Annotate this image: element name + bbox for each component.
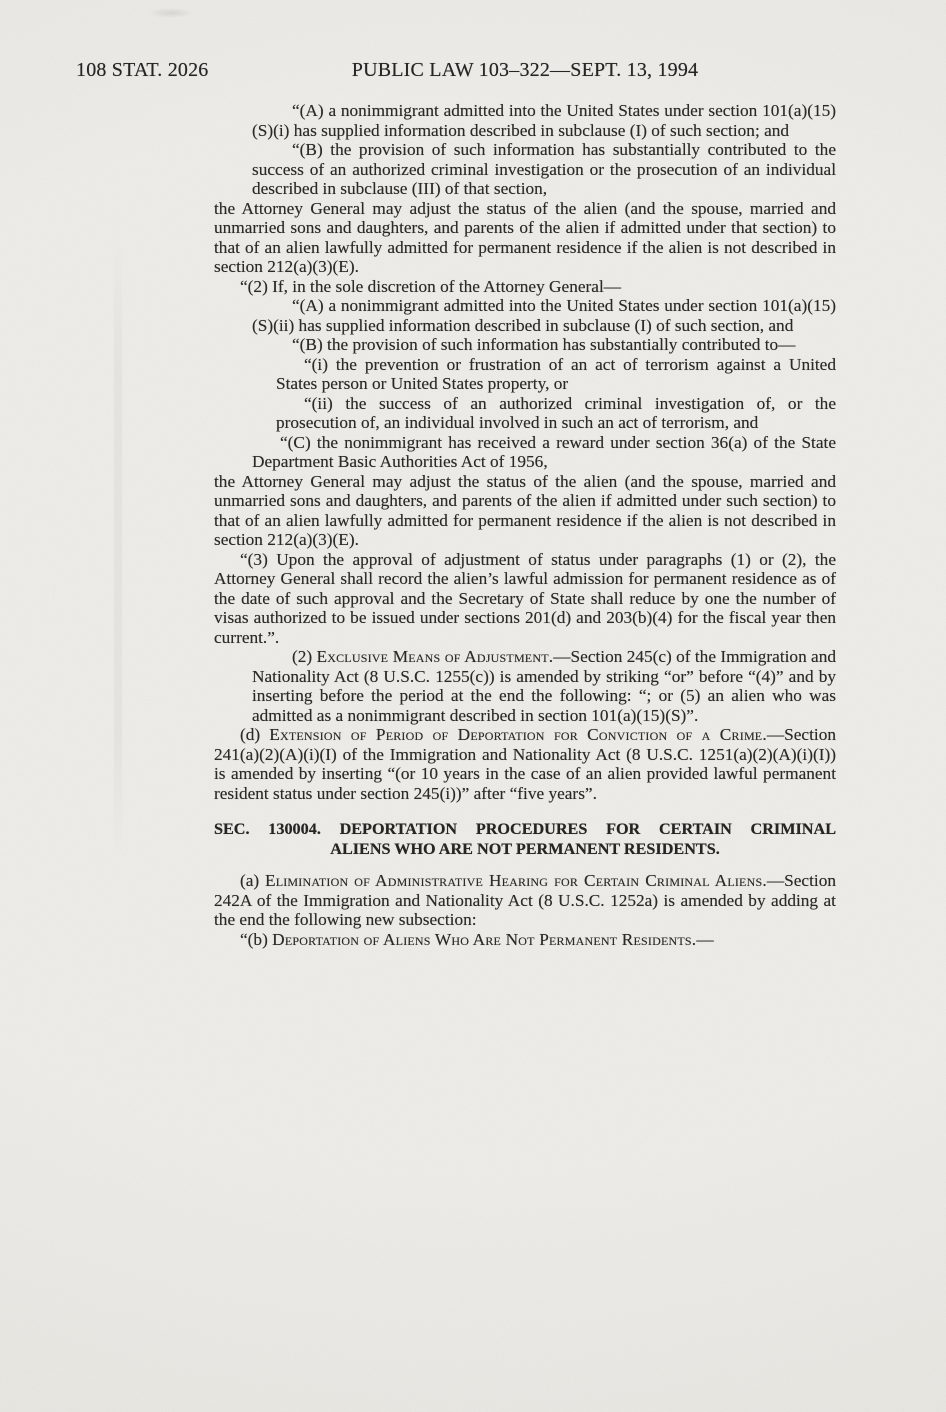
- paragraph-flush-2: [214, 472, 836, 550]
- text-run: (d): [240, 725, 270, 744]
- text-run: —: [696, 929, 714, 949]
- section-heading-line: SEC. 130004. DEPORTATION PROCEDURES FOR CERTAIN CRIMINAL: [214, 820, 836, 838]
- document-body: [214, 101, 836, 949]
- text-run: “(b): [240, 929, 273, 949]
- paragraph-C: [214, 433, 836, 472]
- paragraph-3: [214, 550, 836, 648]
- paragraph-d-extension: [214, 725, 836, 803]
- text-run: “(i) the prevention or frustration of an act of terrorism against a United States person or United States property, or: [276, 354, 836, 393]
- section-heading-130004: [214, 819, 836, 859]
- text-run: “(3) Upon the approval of adjustment of status under paragraphs (1) or (2), the Attorney General shall record the alien’s lawful admission for permanent residence as of the date of such approval and the Secretary of State shall reduce by one the number of visas authorized to be issued under sections 201(d) and 203(b)(4) for the fiscal year then current.”.: [214, 549, 836, 647]
- paragraph-B-2: [214, 335, 836, 355]
- text-run: (a): [240, 871, 265, 890]
- paragraph-i: [214, 355, 836, 394]
- paragraph-a-elimination: [214, 871, 836, 930]
- paragraph-A-1: [214, 101, 836, 140]
- text-run: “(A) a nonimmigrant admitted into the United States under section 101(a)(15)(S)(i) has supplied information described in subclause (I) of such section; and: [252, 101, 836, 140]
- text-run: “(ii) the success of an authorized criminal investigation of, or the prosecution of, an individual involved in such an act of terrorism, and: [276, 393, 836, 432]
- text-run: the Attorney General may adjust the status of the alien (and the spouse, married and unmarried sons and daughters, and parents of the alien if admitted under that section) to that of an alien lawfully admitted for permanent residence if the alien is not described in section 212(a)(3)(E).: [214, 198, 836, 276]
- text-run: (2): [292, 647, 317, 666]
- text-run: the Attorney General may adjust the status of the alien (and the spouse, married and unmarried sons and daughters, and parents of the alien if admitted under such section) to that of an alien lawfully admitted for permanent residence if the alien is not described in section 212(a)(3)(E).: [214, 471, 836, 549]
- text-run: “(B) the provision of such information has substantially contributed to—: [292, 335, 796, 354]
- paragraph-ii: [214, 394, 836, 433]
- text-run: —Section 242A of the Immigration and Nationality Act (8 U.S.C. 1252a) is amended by adding at the end the following new subsection:: [214, 871, 836, 929]
- scan-streak: [114, 240, 122, 860]
- small-caps-text: Exclusive Means of Adjustment.: [316, 647, 554, 666]
- paragraph-flush-1: [214, 199, 836, 277]
- text-run: —Section 241(a)(2)(A)(i)(I) of the Immigration and Nationality Act (8 U.S.C. 1251(a)(2)(A)(i)(I)) is amended by inserting “(or 10 years in the case of an alien provided lawful permanent resident status under section 245(i))” after “five years”.: [214, 725, 836, 803]
- paragraph-A-2: [214, 296, 836, 335]
- text-run: “(A) a nonimmigrant admitted into the United States under section 101(a)(15)(S)(ii) has supplied information described in subclause (I) of such section, and: [252, 296, 836, 335]
- text-run: “(B) the provision of such information has substantially contributed to the success of an authorized criminal investigation or the prosecution of an individual described in subclause (III) of that section,: [252, 140, 836, 198]
- paragraph-b-deportation: [214, 930, 836, 950]
- text-run: “(C) the nonimmigrant has received a reward under section 36(a) of the State Department Basic Authorities Act of 1956,: [252, 432, 836, 471]
- small-caps-text: Elimination of Administrative Hearing for Certain Criminal Aliens.: [264, 871, 767, 890]
- text-run: “(2) If, in the sole discretion of the Attorney General—: [240, 276, 622, 296]
- small-caps-text: Deportation of Aliens Who Are Not Permanent Residents.: [272, 929, 697, 949]
- paragraph-B-1: [214, 140, 836, 199]
- stat-page-number: 108 STAT. 2026: [76, 59, 209, 81]
- scan-smudge: [148, 8, 194, 18]
- paragraph-2: [214, 277, 836, 297]
- law-title: PUBLIC LAW 103–322—SEPT. 13, 1994: [351, 59, 699, 81]
- paragraph-exclusive-means: [214, 647, 836, 725]
- section-heading-line: ALIENS WHO ARE NOT PERMANENT RESIDENTS.: [330, 840, 720, 858]
- page-header: [0, 59, 946, 83]
- small-caps-text: Extension of Period of Deportation for Conviction of a Crime.: [269, 725, 767, 744]
- text-run: —Section 245(c) of the Immigration and Nationality Act (8 U.S.C. 1255(c)) is amended by striking “or” before “(4)” and by inserting before the period at the end the following: “; or (5) an alien who was admitted as a nonimmigrant described in section 101(a)(15)(S)”.: [252, 647, 836, 725]
